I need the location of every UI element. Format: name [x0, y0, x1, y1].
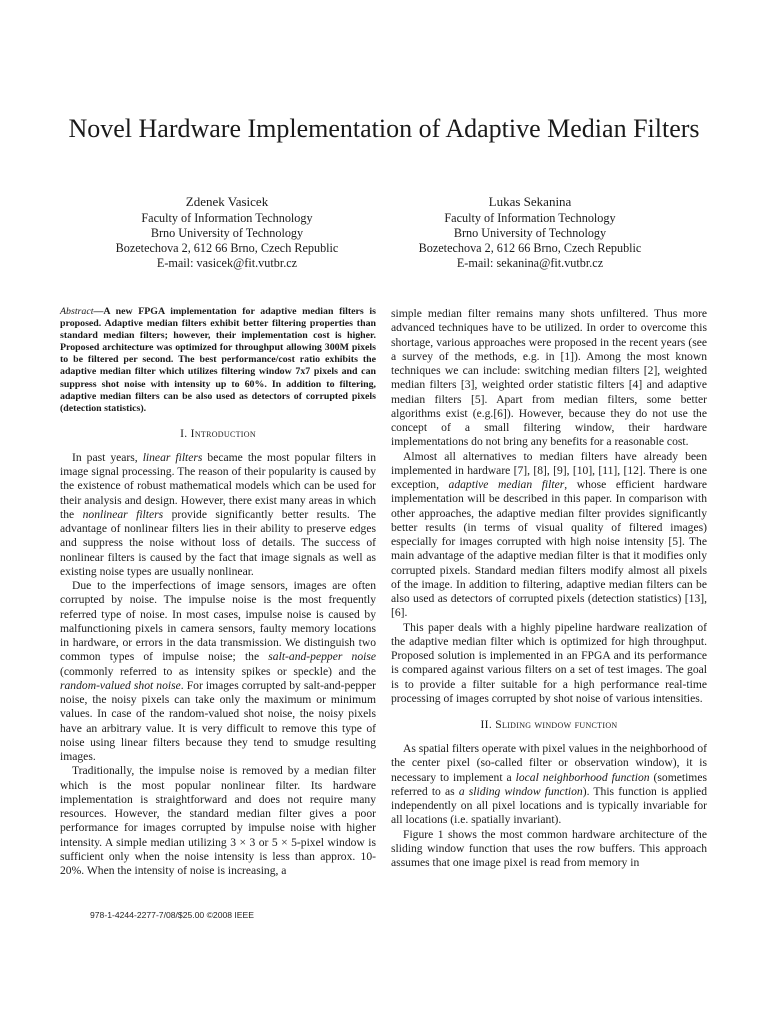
section-heading-introduction	[60, 427, 376, 441]
text-run: . For images corrupted by salt-and-pepper noise, the noisy pixels can take only the maximum or minimum values. In case of the random-valued shot noise, the noisy pixels have an arbitrary value. It is very difficult to remove this type of noise using linear filters because they tend to smudge resulting images.	[60, 678, 376, 764]
copyright-footer: 978-1-4244-2277-7/08/$25.00 ©2008 IEEE	[90, 910, 255, 920]
intro-paragraph-3: Traditionally, the impulse noise is removed by a median filter which is the most popular nonlinear filter. Its hardware implementation is straightforward and does not require many resources. However, the standard median filter gives a poor performance for images corrupted by impulse noise with higher intensity. A simple median utilizing 3 × 3 or 5 × 5-pixel window is sufficient only when the noise intensity is less than approx. 10-20%. When the intensity of noise is increasing, a	[60, 764, 376, 878]
emphasis-text: linear filters	[142, 450, 203, 464]
emphasis-text: local neighborhood function	[515, 770, 650, 784]
abstract	[60, 306, 376, 415]
abstract-label: Abstract	[60, 306, 94, 317]
author-block-1	[62, 194, 392, 271]
abstract-text: —A new FPGA implementation for adaptive median filters is proposed. Adaptive median filters exhibit better filtering properties than standard median filters; however, their implementation cost is higher. Proposed architecture was optimized for throughput allowing 300M pixels to be filtered per second. The best performance/cost ratio exhibits the adaptive median filter which utilizes filtering window 7x7 pixels and can suppress shot noise with intensity up to 60%. In addition to filtering, adaptive median filters can be also used as detectors of corrupted pixels (detection statistics).	[60, 306, 376, 414]
intro-paragraph-1	[60, 451, 376, 579]
text-run: ). This function is applied independently on all pixel locations and is typically invariable for all locations (i.e. spatially invariant).	[391, 784, 708, 827]
text-run: Due to the imperfections of image sensors, images are often corrupted by noise. The impulse noise is the most frequently referred type of noise. In most cases, impulse noise is caused by malfunctioning pixels in camera sensors, faulty memory locations in hardware, or errors in the data transmission. We distinguish two common types of impulse noise; the	[60, 579, 376, 664]
text-run: Almost all alternatives to median filters have already been implemented in hardware [7], [8], [9], [10], [11], [12]. There is one exception,	[391, 449, 707, 491]
section-heading-sliding-window	[391, 718, 707, 732]
intro-paragraph-4	[391, 450, 707, 621]
author-affiliation: Faculty of Information Technology	[141, 211, 313, 225]
text-run: , whose efficient hardware implementation will be described in this paper. In comparison with other approaches, the adaptive median filter provides significantly better results (in terms of visual quality of filtered images) especially for images corrupted with high noise intensity [5]. The main advantage of the adaptive median filter is that it modifies only corrupted pixels. Standard median filters modify almost all pixels of the image. In addition to filtering, adaptive median filters can be also used as detectors of corrupted pixels (detection statistics) [13], [6].	[391, 478, 707, 620]
text-run: (sometimes referred to as	[391, 770, 707, 798]
text-run: became the most popular filters in image signal processing. The reason of their popularity is caused by the existence of robust mathematical models which can be used for their analysis and design. However, there exist many areas in which the	[60, 450, 376, 521]
section-number: II.	[480, 718, 493, 731]
section-number: I.	[180, 426, 188, 440]
author-name: Zdenek Vasicek	[185, 194, 269, 209]
author-university: Brno University of Technology	[150, 226, 304, 240]
section-title: Introduction	[190, 426, 256, 440]
author-affiliation: Faculty of Information Technology	[444, 211, 616, 225]
text-run: In past years,	[72, 450, 143, 464]
intro-paragraph-5: This paper deals with a highly pipeline hardware realization of the adaptive median filter which is optimized for high throughput. Proposed solution is implemented in an FPGA and its performance is compared against various filters on a set of test images. The goal is to provide a filter suitable for a high performance real-time processing of images corrupted by shot noise of various intensities.	[391, 620, 707, 705]
emphasis-text: a sliding window function	[458, 784, 583, 798]
text-run: (commonly referred to as intensity spikes or speckle) and the	[60, 664, 376, 678]
sliding-paragraph-1	[391, 742, 707, 828]
author-address: Bozetechova 2, 612 66 Brno, Czech Republic	[115, 241, 339, 255]
section-title: Sliding window function	[495, 718, 618, 731]
author-email: E-mail: sekanina@fit.vutbr.cz	[456, 256, 604, 270]
emphasis-text: nonlinear filters	[82, 507, 164, 521]
emphasis-text: random-valued shot noise	[60, 678, 181, 692]
emphasis-text: salt-and-pepper noise	[268, 650, 376, 664]
sliding-paragraph-2: Figure 1 shows the most common hardware architecture of the sliding window function that uses the row buffers. This approach assumes that one image pixel is read from memory in	[391, 827, 707, 869]
author-email: E-mail: vasicek@fit.vutbr.cz	[156, 256, 298, 270]
text-run: provide significantly better results. The advantage of nonlinear filters lies in their ability to preserve edges and suppress the noise without loss of details. The success of nonlinear filters is caused by the fact that image signals as well as existing noise types are usually nonlinear.	[60, 507, 376, 578]
left-column	[60, 306, 376, 878]
emphasis-text: adaptive median filter	[448, 478, 565, 491]
right-column	[391, 307, 707, 870]
intro-paragraph-3-continued: simple median filter remains many shots unfiltered. Thus more advanced techniques have to be utilized. In order to overcome this shortage, various approaches were proposed in the recent years (see a survey of the methods, e.g. in [1]). Among the most known techniques we can include: switching median filters [2], weighted median filters [3], weighted order statistic filters [4] and adaptive median filters [5]. Apart from median filters, some better algorithms exist (e.g.[6]). However, because they do not use the concept of a small filtering window, their hardware implementations do not bring any benefits for a reasonable cost.	[391, 307, 707, 449]
text-run: As spatial filters operate with pixel values in the neighborhood of the center pixel (so-called filter or observation window), it is necessary to implement a	[391, 742, 707, 784]
author-address: Bozetechova 2, 612 66 Brno, Czech Republic	[418, 241, 642, 255]
author-name: Lukas Sekanina	[488, 194, 572, 209]
paper-title: Novel Hardware Implementation of Adaptive Median Filters	[68, 114, 700, 143]
author-university: Brno University of Technology	[453, 226, 607, 240]
author-block-2	[365, 194, 695, 271]
intro-paragraph-2	[60, 579, 376, 764]
